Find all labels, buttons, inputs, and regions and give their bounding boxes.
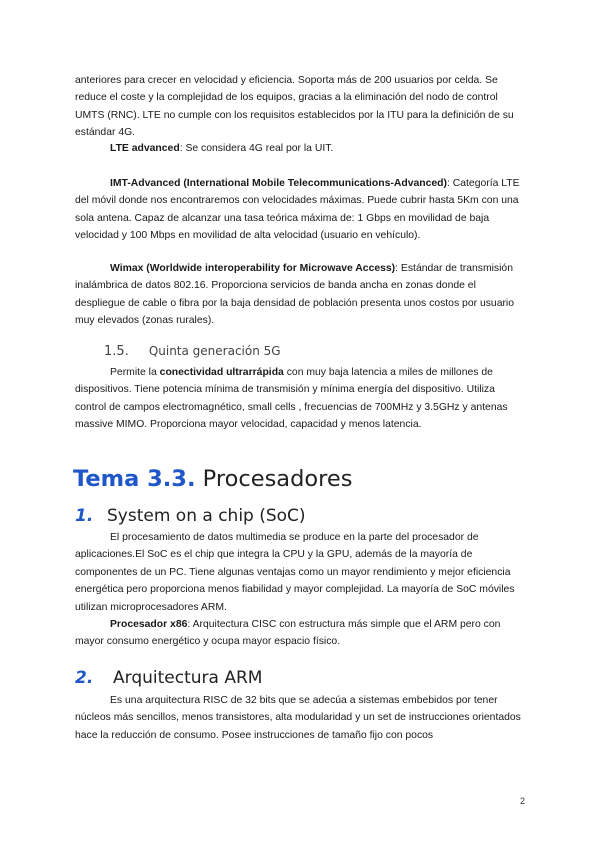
arm-text: Es una arquitectura RISC de 32 bits que se adecúa a sistemas embebidos por tener núcleos más sencillos, menos transistores, alta modularidad y un set de instrucciones orientados hace la reducción de consumo. Posee instrucciones de tamaño fijo con pocos [75,695,521,741]
x86-text: : Arquitectura CISC con estructura más simple que el ARM pero con mayor consumo energético y ocupa mayor espacio físico. [75,619,501,648]
soc-text: El procesamiento de datos multimedia se produce en la parte del procesador de aplicaciones.El SoC es el chip que integra la CPU y la GPU, además de la mayoría de componentes de un PC. Tiene algunas ventajas como un mayor rendimiento y mejor eficiencia energética pero proporciona menos fiabilidad y mayor complejidad. La mayoría de SoC móviles utilizan microprocesadores ARM. [75,532,515,613]
tema-heading [73,466,352,492]
intro-paragraph [75,72,527,142]
5g-text-after: con muy baja latencia a miles de millones de dispositivos. Tiene potencia mínima de transmisión y mínima energía del dispositivo. Utiliza control de campos electromagnético, small cells , frecuencias de 700MHz y 3.5GHz y antenas massive MIMO. Proporciona mayor velocidad, capacidad y menos latencia. [75,367,508,431]
arm-heading [75,668,262,688]
5g-text-before: Permite la [110,367,160,378]
soc-paragraph [75,529,527,616]
wimax-text: : Estándar de transmisión inalámbrica de datos 802.16. Proporciona servicios de banda ancha en zonas donde el despliegue de cable o fibra por la baja densidad de población presenta unos costos por usuario muy elevados (zonas rurales). [75,263,515,327]
lte-advanced-text: : Se considera 4G real por la UIT. [179,143,334,154]
wimax-paragraph [75,260,527,330]
arm-paragraph [75,692,527,744]
imt-advanced-paragraph [75,175,527,245]
subsection-title: Quinta generación 5G [148,344,281,358]
wimax-term: Wimax (Worldwide interoperability for Microwave Access) [110,263,396,274]
soc-number: 1. [75,506,94,526]
soc-title: System on a chip (SoC) [107,506,306,526]
intro-text: anteriores para crecer en velocidad y eficiencia. Soporta más de 200 usuarios por celda. Se reduce el coste y la complejidad de los equipos, gracias a la eliminación del nodo de control UMTS (RNC). LTE no cumple con los requisitos establecidos por la ITU para la definición de su estándar 4G. [75,75,514,139]
imt-advanced-text: : Categoría LTE del móvil donde nos encontraremos con velocidades máximas. Puede cubrir hasta 5Km con una sola antena. Capaz de alcanzar una tasa teórica máxima de: 1 Gbps en movilidad de baja velocidad y 100 Mbps en movilidad de alta velocidad (usuario en vehículo). [75,178,520,242]
arm-number: 2. [75,668,94,688]
soc-heading [75,506,306,526]
x86-paragraph [75,616,527,651]
5g-paragraph [75,364,527,434]
5g-bold-term: conectividad ultrarrápida [159,367,284,378]
tema-title: Procesadores [202,466,353,492]
tema-number: Tema 3.3. [73,466,196,492]
subsection-number: 1.5. [104,344,129,359]
page-number: 2 [520,796,526,806]
lte-advanced-paragraph [75,140,527,157]
arm-title: Arquitectura ARM [113,668,263,688]
lte-advanced-term: LTE advanced [110,143,180,154]
imt-advanced-term: IMT-Advanced (International Mobile Telecommunications-Advanced) [110,178,447,189]
subsection-5g-heading [104,344,281,359]
x86-term: Procesador x86 [110,619,188,630]
